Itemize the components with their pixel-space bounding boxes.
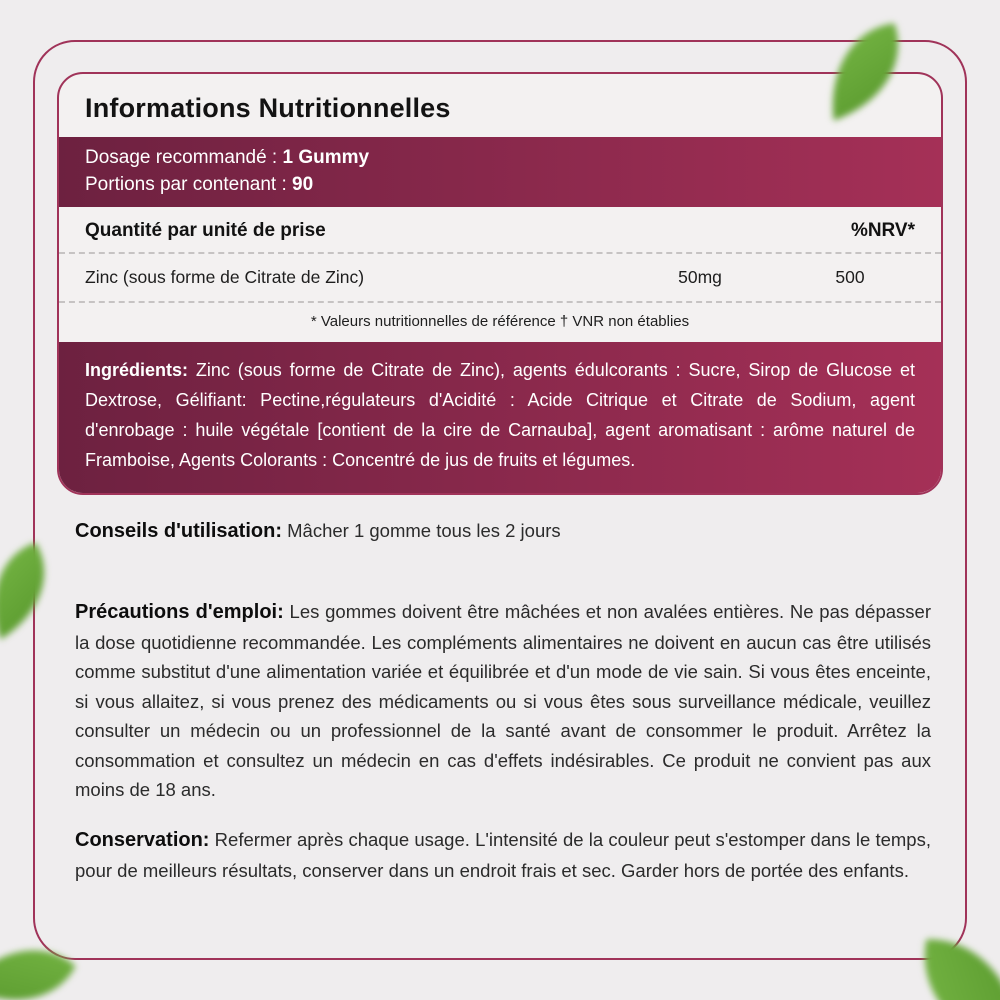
dosage-value: 1 Gummy (282, 147, 370, 168)
usage-advice-text: Mâcher 1 gomme tous les 2 jours (282, 520, 561, 541)
servings-value: 90 (292, 174, 314, 195)
storage-label: Conservation: (75, 829, 210, 851)
column-header-nrv: %NRV* (850, 220, 915, 241)
table-row (59, 254, 941, 301)
usage-advice-section (75, 516, 931, 547)
precautions-text: Les gommes doivent être mâchées et non avalées entières. Ne pas dépasser la dose quotidienne recommandée. Les compléments alimentaires ne doivent en aucun cas être utilisés comme substitut d'une alimentation variée et équilibrée et d'un mode de vie sain. Si vous êtes enceinte, si vous allaitez, si vous prenez des médicaments ou si vous êtes sous surveillance médicale, veuillez consulter un médecin ou un professionnel de la santé avant de consommer le produit. Arrêtez la consommation et consultez un médecin en cas d'effets indésirables. Ce produit ne convient pas aux moins de 18 ans. (75, 601, 931, 800)
nutrient-nrv: 500 (835, 267, 865, 287)
dosage-label: Dosage recommandé : (85, 147, 283, 168)
dosage-banner (59, 137, 941, 207)
storage-text: Refermer après chaque usage. L'intensité de la couleur peut s'estomper dans le temps, pour de meilleurs résultats, conserver dans un endroit frais et sec. Garder hors de portée des enfants. (75, 829, 931, 881)
nutrition-table (59, 207, 941, 342)
ingredients-text: Zinc (sous forme de Citrate de Zinc), agents édulcorants : Sucre, Sirop de Glucose et Dextrose, Gélifiant: Pectine,régulateurs d'Acidité : Acide Citrique et Citrate de Sodium, agent d'enrobage : huile végétale [contient de la cire de Carnauba], agent aromatisant : arôme naturel de Framboise, Agents Colorants : Concentré de jus de fruits et légumes. (85, 360, 915, 470)
table-header-row (59, 207, 941, 252)
servings-line (85, 171, 915, 198)
ingredients-block (59, 342, 941, 493)
nutrition-facts-card (57, 72, 943, 495)
table-footnote: * Valeurs nutritionnelles de référence † VNR non établies (310, 313, 690, 330)
page-title: Informations Nutritionnelles (85, 93, 451, 123)
dosage-line (85, 144, 915, 171)
column-header-quantity: Quantité par unité de prise (85, 220, 326, 241)
ingredients-label: Ingrédients: (85, 360, 189, 380)
nutrient-name: Zinc (sous forme de Citrate de Zinc) (85, 267, 365, 287)
precautions-label: Précautions d'emploi: (75, 601, 284, 623)
usage-advice-label: Conseils d'utilisation: (75, 520, 282, 542)
storage-section (75, 825, 931, 885)
precautions-section (75, 597, 931, 805)
nutrient-amount: 50mg (678, 267, 722, 287)
servings-label: Portions par contenant : (85, 174, 293, 195)
